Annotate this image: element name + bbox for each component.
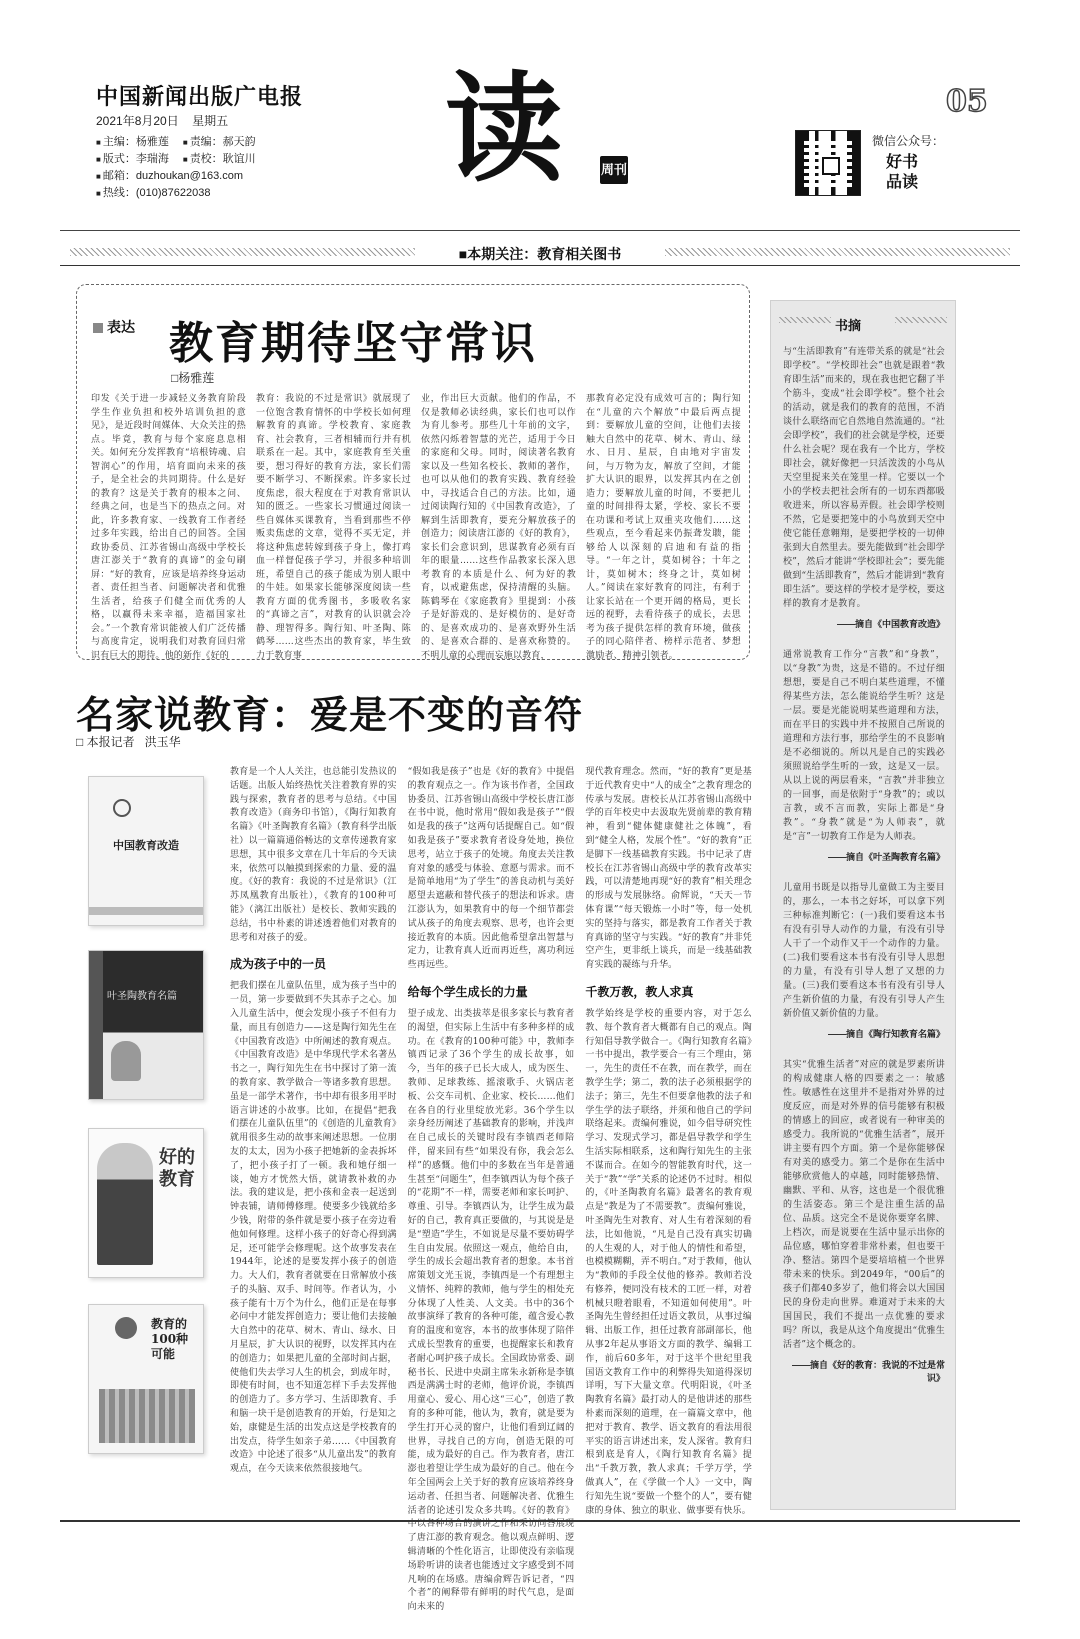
feature-title: 名家说教育：爱是不变的音符 bbox=[76, 692, 584, 737]
staff-email: ■ 邮箱：duzhoukan@163.com bbox=[96, 168, 243, 185]
section-bar bbox=[60, 244, 1020, 262]
book-cover-image bbox=[88, 1304, 204, 1454]
book-cover-title: 教育的100种可能 bbox=[151, 1317, 189, 1361]
article-column: 教育：我说的不过是常识》就展现了一位饱含教育情怀的中学校长如何理解教育的真谛。学校教育、家庭教育、社会教育，三者相辅而行并有机联系在一起。其中，家庭教育至关重要，想习得好的教育方法，家长们需要不断学习、不断探索。许多家长过度焦虑，很大程度在于对教育常识认知的匮乏。一些家长习惯通过阅读一些自媒体买课教育，当看到那些不停贩卖焦虑的文章，觉得不买无定，并将这种焦虑转嫁到孩子身上，像打鸡血一样督促孩子学习，并很多种培训班，希望自己的孩子能成为别人眼中的牛娃。如果家长能够深度阅读一些教育方面的优秀图书，多吸收名家的“真谛之言”，对教育的认识就会冷静、理智得多。陶行知、叶圣陶、陈鹤琴……这些杰出的教育家，毕生致力于教育事 bbox=[256, 394, 411, 661]
issue-date: 2021年8月20日 bbox=[96, 114, 179, 128]
masthead bbox=[60, 59, 1020, 220]
feature-subheading: 千教万教，教人求真 bbox=[585, 984, 694, 999]
staff-reviewer: ■ 责编：郝天韵 bbox=[183, 134, 256, 151]
feature-body bbox=[230, 766, 753, 1613]
article-author: □ 杨雅莲 bbox=[171, 369, 214, 386]
feature-column bbox=[407, 766, 575, 1613]
feature-paragraph: 教学始终是学校的重要内容，对于怎么教、每个教育者大概都有自己的观点。陶行知倡导教学做合一。《陶行知教育名篇》一书中提出，教学要合一有三个理由，第一，先生的责任不在教，而在教学，而在教学生学；第二，教的法子必须根据学的法子；第三，先生不但要拿他教的法子和学生学的法子联络，并须和他自己的学问联络起来。责编何雅说，如今倡导研究性学习、发现式学习，都是倡导教学和学生生活实际相联系，这和陶行知先生的主张不谋而合。在如今的智能教育时代，这一关于“教”“学”关系的论述仍不过时。相似的，《叶圣陶教育名篇》最著名的教育观点是“教是为了不需要教”。责编何雅说，叶圣陶先生对教育、对人生有着深刻的看法，比如他说，“凡是自己没有真实切确的人生观的人，对于他人的情性和希望，也模模糊糊，弄不明白。”对于教师，他认为“教师的手段全仗他的修养。教师若没有修养，便同没有枝术的工匠一样，对着机械只瞪着眼看，不知道如何使用”。叶圣陶先生曾经担任过语文教员，从事过编辑、出版工作，担任过教育部副部长，他从事2年起从事语文方面的教学、编辑工作，前后60多年，对于这半个世纪里我国语文教育工作中的利弊得失知道得深切详明，写下大量文章。代明阳说，《叶圣陶教育名篇》最打动人的是他讲述的那些朴素而深刻的道理，在一篇篇文章中，他把对于教育、教学、语文教育的看法用很平实的语言讲述出来，发人深省。教育归根到底是育人，《陶行知教育名篇》提出“千教万教，教人求真；千学万学，学做真人”，在《学做一个人》一文中，陶行知先生说“要做一个整个的人”，要有健康的身体、独立的职业、做事要有快乐。 bbox=[585, 1008, 753, 1516]
date-line bbox=[96, 112, 238, 129]
feature-column bbox=[230, 766, 397, 1526]
book-covers bbox=[78, 760, 216, 1500]
wechat-account-name: 好书品读 bbox=[886, 152, 919, 191]
class-photo-icon bbox=[99, 1389, 195, 1443]
feature-paragraph: “假如我是孩子”也是《好的教育》中提倡的教育观点之一。作为该书作者，全国政协委员、江苏省锡山高级中学校长唐江澎在书中说，他时常用“假如我是孩子”“假如是我的孩子”这两句话提醒自己。如“假如我是孩子”要求教育者设身处地，换位思考，站立于孩子的处境。角度去关注教育对象的感受与体验、意愿与需求。而不是简单地用“为了学生”的善良动机与美好愿望去遮蔽和替代孩子的想法和诉求。唐江澎认为，如果教育中的每一个细节都尝试从孩子的角度去观察、思考，也许会更接近教育的本质。因此他希望拿出智慧与定力，让教育真人近而再近些，离功利远些再远些。 bbox=[407, 767, 575, 971]
supplement-title: 读 bbox=[445, 59, 564, 198]
weekly-badge: 周刊 bbox=[600, 156, 628, 184]
excerpt-text: 其实“优雅生活者”对应的就是罗素所讲的构成健康人格的四要素之一：敏感性。敏感性在这里并不是指对外界的过度反应，而是对外界的信号能够有积极的情感上的回应，或者说有一种审美的感受力。我所说的“优雅生活者”，展开讲主要有四个方面。第一个是你能够保有对美的感受力。第二个是你在生活中能够欣赏他人的卓越，同时能够热情、幽默、平和、从容，这也是一个很优雅的生活姿态。第三个是注重生活的品位、品质。这完全不是说你要穿名牌、上档次，而是说要在生活中显示出你的品位感，哪怕穿着非常朴素，但也要干净、整洁。第四个是要培培植一个世界带未来的快乐。到2049年，“00后”的孩子们都40多岁了，他们将会以大国国民的身份走向世界。难道对于未来的大国国民，我们不提出一点优雅的要求吗？所以，我是从这个角度提出“优雅生活者”这个概念的。 bbox=[783, 1060, 945, 1350]
book-cover-image bbox=[88, 950, 204, 1100]
feature-paragraph: 把我们摆在儿童队伍里，成为孩子当中的一员，第一步要做到不失其赤子之心。加入儿童生活中，便会发现小孩子不但有力量，而且有创造力——这是陶行知先生在《中国教育改造》中所阐述的教育观点。《中国教育改造》是中华现代学术名著丛书之一，陶行知先生在书中探讨了第一流的教育家、教学做合一等诸多教育思想。虽是一部学术著作，书中却有很多用平时语言讲述的小故事。比如，在提倡“把我们摆在儿童队伍里”的《创造的儿童教育》就用很多生动的故事来阐述思想。一位朋友的太太，因为小孩子把她新的金表拆坏了，把小孩子打了一顿。我和她仔细一谈，她方才恍然大悟，就请教补救的办法。我的建议是，把小孩和金表一起送到钟表铺，请师傅修理。使要多少钱就给多少钱，附带的条件就是要小孩子在旁边看他如何修理。这样小孩子的好奇心得到满足，还可能学会修理呢。这个故事发表在1944年，论述的是要发挥小孩子的创造力。大人们，教育者就要在日常解放小孩子的头脑、双手、时间等。作者认为，小孩子能有十万个为什么，他们正是在每事必问中才能发挥创造力；要让他们去接触大自然中的花草、树木、青山、绿水、日月星辰，扩大认识的视野，以发挥其内在的创造力；如果把儿童的全部时间占据，使他们失去学习人生的机会，到成年时，即使有时间，也不知道怎样下手去发挥他的创造力了。多方学习、生活即教育、手和脑一块干是创造教育的开始，行是知之始，康健是生活的出发点这是学校教育的出发点，待学生如亲子弟……《中国教育改造》中论述了很多“从儿童出发”的教育观点，在今天读来依然很接地气。 bbox=[230, 981, 397, 1475]
feature-paragraph: 教育是一个人人关注，也总能引发热议的话题。出版人始终热忱关注着教育界的实践与探索，教育者的思考与总结。《中国教育改造》（商务印书馆），《陶行知教育名篇》《叶圣陶教育名篇》（教育科学出版社）以一篇篇通俗畅达的文章传递教育家思想，其中很多文章在几十年后的今天读来，依然可以触摸到探索的力量、爱的温度。《好的教育：我说的不过是常识》（江苏凤凰教育出版社），《教育的100种可能》（漓江出版社）是校长、教师实践的总结，书中朴素的讲述透着他们对教育的思考和对孩子的爱。 bbox=[230, 767, 397, 943]
author-portrait-icon bbox=[97, 1143, 153, 1265]
feature-column bbox=[585, 766, 752, 1526]
article-title: 教育期待坚守常识 bbox=[169, 318, 537, 369]
sidebar-title: 书摘 bbox=[835, 318, 862, 333]
byline-role: 本报记者 bbox=[86, 735, 135, 749]
excerpt-source: ——摘自《好的教育：我说的不过是常识》 bbox=[791, 1360, 945, 1383]
book-cover-title: 中国教育改造 bbox=[113, 839, 179, 852]
section-label: ■本期关注：教育相关图书 bbox=[458, 246, 622, 262]
feature-subheading: 成为孩子中的一员 bbox=[230, 957, 327, 972]
issue-weekday: 星期五 bbox=[192, 114, 229, 128]
excerpts-sidebar bbox=[770, 300, 956, 1510]
article-column: 那教育必定没有成效可言的；陶行知在“儿童的六个解放”中最后两点提到：要解放儿童的空间，让他们去接触大自然中的花草、树木、青山、绿水、日月、星辰，自由地对宇宙发问，与万物为友，解放了空间，才能扩大认识的眼界，以发挥其内在之创造力；要解放儿童的时间，不要把儿童的时间排得太紧，学校、家长不要在功课和考试上双重夹攻他们……这些观点，至今看起来仍振聋发聩，能够给人以深刻的启迪和有益的指导。“一年之计，莫如树谷；十年之计，莫如树木；终身之计，莫如树人。”阅读在家好教育的同注，有利于让家长站在一个更开阔的格局，更长远的视野，去看待孩子的成长，去思考为孩子提供怎样的教育环境，做孩子的同心陪伴者、榜样示范者、梦想激励者、精神引领者。 bbox=[586, 394, 741, 661]
feature-byline bbox=[76, 733, 181, 750]
publisher-logo-icon bbox=[113, 799, 131, 817]
article-column: 印发《关于进一步减轻义务教育阶段学生作业负担和校外培训负担的意见》，是近段时间媒体、大众关注的热点。毕竟，教育与每个家庭息息相关。如何充分发挥教育“培根铸魂、启智润心”的作用，培育面向未来的孩子，是全社会的共同期待。什么是好的教育？这是关于教育的根本之问、经典之问，也是当下的热点之问。对此，许多教育家、一线教育工作者经过多年实践，给出自己的回答。全国政协委员、江苏省锡山高级中学校长唐江澎关于“教育的真谛”的金句刷屏：“好的教育，应该是培养终身运动者、责任担当者、问题解决者和优雅生活者，给孩子们健全而优秀的人格，以赢得未来幸福，造福国家社会。”一个教育常识能被人们广泛传播与高度肯定，说明我们对教育回归常识有巨大的期待。他的新作《好的 bbox=[91, 394, 246, 661]
author-portrait-icon bbox=[115, 1317, 137, 1339]
staff-proof: ■ 责校：耿谊川 bbox=[183, 151, 256, 168]
feature-paragraph: 现代教育理念。然而，“好的教育”更是基于近代教育史中“人的成全”之教育理念的传承与发展。唐校长从江苏省锡山高级中学的百年校史中去汲取先贤前辈的教育精神，看到“健体健康健社之体魄”，看到“健全人格，发展个性”。“好的教育”正是脚下一线基础教育实践。书中记录了唐校长在江苏省锡山高级中学的教育改革实践，可以清楚地再现“好的教育”相关理念的形成与发展脉络。俞辉说，“天天一节体育课”“每天锻炼一小时”等，每一处机实的坚持与落实，都是教育工作者关于教育真谛的坚守与实践。“好的教育”并非凭空产生，更非纸上谈兵，而是一线基础教育实践的凝练与升华。 bbox=[585, 767, 753, 971]
book-cover-title: 好的教育 bbox=[159, 1147, 195, 1190]
excerpt-text: 儿童用书既是以指导儿童做工为主要目的，那么，一本书之好坏，可以拿下列三种标准判断它：(一)我们要看这本书有没有引导人动作的力量，有没有引导人干了一个动作又干一个动作的力量。(二)我们要看这本书有没有引导人思想的力量，有没有引导人想了又想的力量。(三)我们要看这本书有没有引导人产生新价值的力量，有没有引导人产生新价值又新价值的力量。 bbox=[783, 883, 945, 1019]
qr-code-icon bbox=[795, 130, 861, 196]
excerpt-text: 通常说教育工作分“言教”和“身教”，以“身教”为贵，这是不错的。不过仔细想想，要是自己不明白某些道理，不懂得某些方法，怎么能说给学生听？这是一层。要是光能说明某些道理和方法，而在平日的实践中并不按照自己所说的道理和方法行事，那给学生的不良影响是不必细说的。所以凡是自己的实践必须照说给学生听的一致，这是又一层。从以上说的两层看来，“言教”并非独立的一回事，而是依附于“身教”的；或以言教，或不言而教，实际上都是“身教”。“身教”就是“为人师表”，就是“言”一切教育工作是为人师表。 bbox=[783, 650, 945, 842]
section-divider bbox=[60, 265, 1020, 266]
staff-hotline: ■ 热线：(010)87622038 bbox=[96, 185, 210, 202]
byline-reporter: 洪玉华 bbox=[144, 735, 181, 749]
feature-paragraph: 望子成龙、出类拔萃是很多家长与教育者的渴望，但实际上生活中有多种多样的成功。在《教育的100种可能》中，教师李镇西记录了36个学生的成长故事，如今，当年的孩子已长大成人，成为医生、教师、足球教练、摇滚歌手、火锅店老板、公交车司机、企业家、校长……他们在各自的行业里绽放光彩。36个学生以亲身经历阐述了基础教育的影响，并浅声在自己成长的关键时段有李镇西老师陪伴，留来回有些“如果没有你，我会怎么样”的感慨。他们中的多数在当年是普通生甚至“问题生”，但李镇西认为每个孩子的“花期”不一样，需要老师和家长呵护、尊重、引导。李镇西认为，让学生成为最好的自己，教育真正要做的，与其说是是是“塑造”学生，不如说是尽量不要妨碍学生自由发展。依照这一观点，他给自由，学生的成长会超出教育者的想象。本书首席策划文光玉说，李镇西是一个有理想主义情怀、纯粹的教师，他与学生的相处充分体现了人性美、人文美。书中的36个故事演绎了教育的各种可能，蕴含爱心教育的温度和宽容，本书的故事体现了陪伴式成长型教育的重要，也提醒家长和教育者耐心呵护孩子成长。全国政协常委、副秘书长、民进中央副主席朱永新称是李镇西是满满士时的老师，他评价说，李镇西用童心、爱心、用心这“三心”，创造了教育的多种可能，他认为，教育，就是要为学生打开心灵的窗户，让他们看到辽阔的世界，寻找自己的方向，创造无限的可能，成为最好的自己。作为教育者，唐江澎也着望让学生成为最好的自己。他在今年全国两会上关于好的教育应该培养终身运动者、任担当者、问题解决者、优雅生活者的论述引发众多共鸣。《好的教育》中以各种场合的演讲之作和采访问答展现了唐江澎的教育观念。他以观点鲜明、逻辑清晰的个性化语言，让即使没有亲临现场聆听讲的读者也能透过文字感受到不同凡响的在场感。唐编俞辉告诉记者，“四个者”的阐释带有鲜明的时代气息，是面向未来的 bbox=[407, 1008, 575, 1613]
staff-layout: ■ 版式：李瑞海 bbox=[96, 151, 169, 168]
excerpt-source: ——摘自《陶行知教育名篇》 bbox=[827, 1029, 945, 1039]
excerpt-source: ——摘自《中国教育改造》 bbox=[836, 619, 945, 629]
staff-credits bbox=[96, 134, 256, 202]
article-expression bbox=[76, 284, 750, 660]
book-cover-image bbox=[88, 1128, 204, 1278]
feature-subheading: 给每个学生成长的力量 bbox=[407, 984, 528, 999]
author-portrait-icon bbox=[111, 1041, 141, 1081]
staff-editor: ■ 主编：杨雅莲 bbox=[96, 134, 169, 151]
wechat-label: 微信公众号： bbox=[872, 134, 945, 148]
page-number: 05 bbox=[946, 84, 988, 119]
excerpt-text: 与“生活即教育”有连带关系的就是“社会即学校”。“学校即社会”也就是跟着“教育即生活”而来的，现在我也把它翻了半个筋斗，变成“社会即学校”。整个社会的活动，就是我们的教育的范围，不消谈什么联络而它自然地自然流通的。“社会即学校”，我们的社会就是学校，还要什么社会呢？现在我有一个比方，学校即社会，就好像把一只活泼泼的小鸟从天空里捉来关在笼里一样。它要以一个小的学校去把社会所有的一切东西都吸收进来，所以容易弄假。社会即学校则不然，它是要把笼中的小鸟放到天空中使它能任意翱翔，是要把学校的一切伸张到大自然里去。要先能做到“社会即学校”，然后才能讲“学校即社会”；要先能做到“生活即教育”，然后才能讲到“教育即生活”。要这样的学校才是学校，要这样的教育才是教育。 bbox=[783, 347, 945, 609]
book-cover-title: 叶圣陶教育名篇 bbox=[107, 991, 177, 1002]
masthead-divider bbox=[60, 230, 1020, 231]
book-cover-image bbox=[88, 776, 204, 926]
page-bottom-rule bbox=[60, 1520, 1020, 1522]
article-column: 业，作出巨大贡献。他们的作品，不仅是教师必读经典，家长们也可以作为育儿参考。那些几十年前的文字，依然闪烁着智慧的光芒，适用于今日的家庭和父母。同时，阅读著名教育家以及一些知名校长、教师的著作，也可以从他们的教育实践、教育经验中，寻找适合自己的方法。比如，通过阅读陶行知的《中国教育改造》，了解到生活即教育，要充分解放孩子的创造力；阅读唐江澎的《好的教育》，家长们会意识到，思谋教育必须有百年的眼量……这些作品教家长深入思考教育的本质是什么、何为好的教育，以戒避焦虑，保持清醒的头脑。陈鹤琴在《家庭教育》里提到：小孩子是好游戏的、是好模仿的、是好奇的、是喜欢成功的、是喜欢野外生活的、是喜欢合群的、是喜欢称赞的。不明儿童的心理而妄施以教育， bbox=[421, 394, 576, 661]
excerpt-source: ——摘自《叶圣陶教育名篇》 bbox=[827, 852, 945, 862]
sidebar-body bbox=[783, 345, 945, 1501]
paper-name: 中国新闻出版广电报 bbox=[96, 84, 304, 110]
article-body bbox=[91, 393, 741, 661]
article-tag: 表达 bbox=[93, 317, 135, 337]
